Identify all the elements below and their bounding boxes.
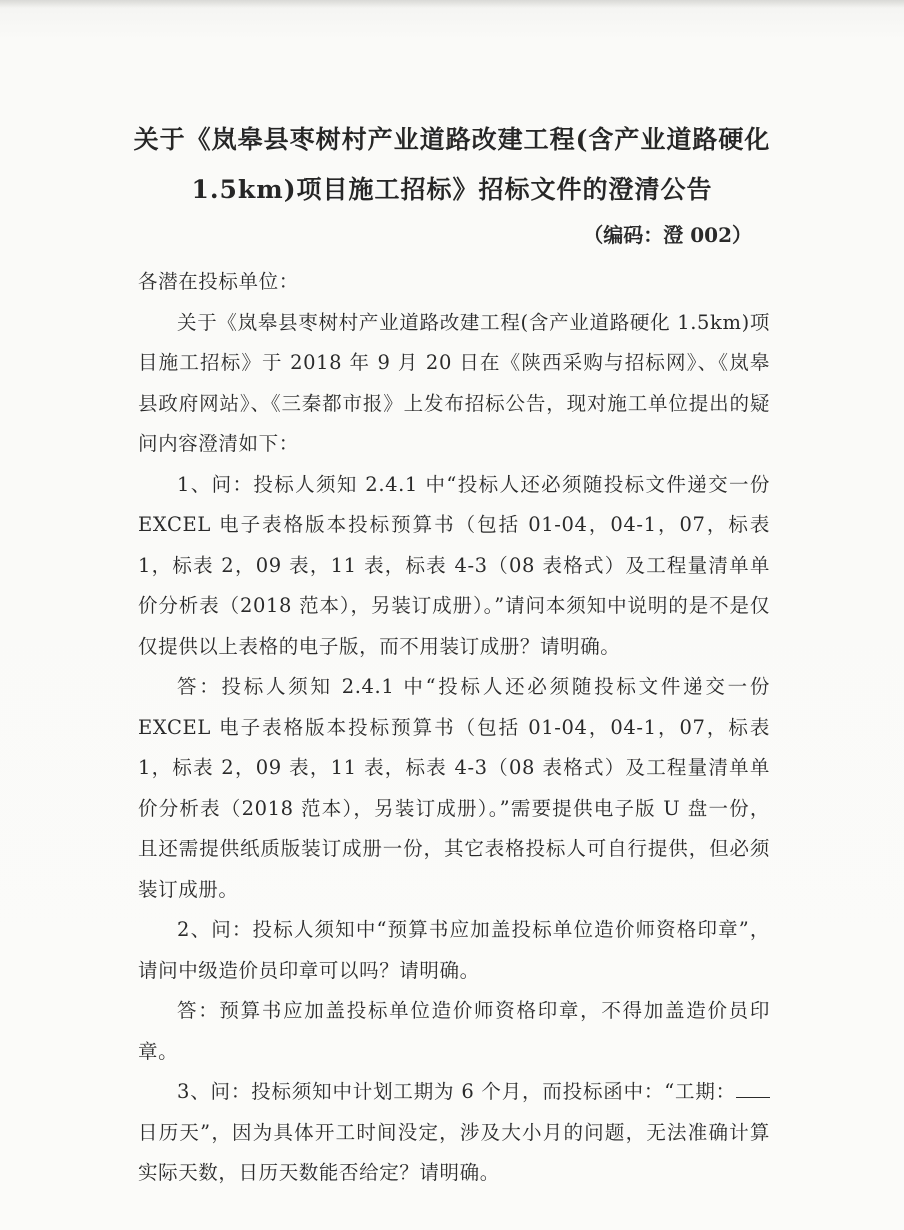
- question-1: 1、问：投标人须知 2.4.1 中“投标人还必须随投标文件递交一份 EXCEL 电子表格版本投标预算书（包括 01-04，04-1，07，标表 1，标表 2，09 表，11 表，标表 4-3（08 表格式）及工程量清单单价分析表（2018 范本），另装订成册）。”请问本须知中说明的是不是仅仅提供以上表格的电子版，而不用装订成册？请明确。: [138, 472, 770, 658]
- question-3-part-1: 3、问：投标须知中计划工期为 6 个月，而投标函中：“工期：: [177, 1080, 736, 1103]
- question-3-part-2: 日历天”，因为具体开工时间没定，涉及大小月的问题，无法准确计算实际天数，日历天数能否给定？请明确。: [138, 1120, 770, 1184]
- question-3: [138, 1072, 770, 1194]
- answer-2: 答：预算书应加盖投标单位造价师资格印章，不得加盖造价员印章。: [138, 999, 770, 1063]
- blank-line: [736, 1079, 770, 1098]
- intro-paragraph: 关于《岚皋县枣树村产业道路改建工程(含产业道路硬化 1.5km)项目施工招标》于 2018 年 9 月 20 日在《陕西采购与招标网》、《岚皋县政府网站》、《三秦都市报》上发布招标公告，现对施工单位提出的疑问内容澄清如下：: [138, 310, 770, 455]
- scan-edge-shadow: [0, 0, 904, 8]
- answer-1: 答：投标人须知 2.4.1 中“投标人还必须随投标文件递交一份 EXCEL 电子表格版本投标预算书（包括 01-04，04-1，07，标表 1，标表 2，09 表，11 表，标表 4-3（08 表格式）及工程量清单单价分析表（2018 范本），另装订成册）。”需要提供电子版 U 盘一份，且还需提供纸质版装订成册一份，其它表格投标人可自行提供，但必须装订成册。: [138, 675, 770, 901]
- salutation: 各潜在投标单位：: [138, 270, 299, 293]
- announcement-title-line-1: 关于《岚皋县枣树村产业道路改建工程(含产业道路硬化: [133, 125, 771, 154]
- announcement-code: （编码：澄 002）: [583, 223, 752, 247]
- announcement-title-line-2: 1.5km)项目施工招标》招标文件的澄清公告: [191, 175, 713, 204]
- question-2: 2、问：投标人须知中“预算书应加盖投标单位造价师资格印章”，请问中级造价员印章可以吗？请明确。: [138, 918, 770, 982]
- announcement-body: [138, 262, 770, 1194]
